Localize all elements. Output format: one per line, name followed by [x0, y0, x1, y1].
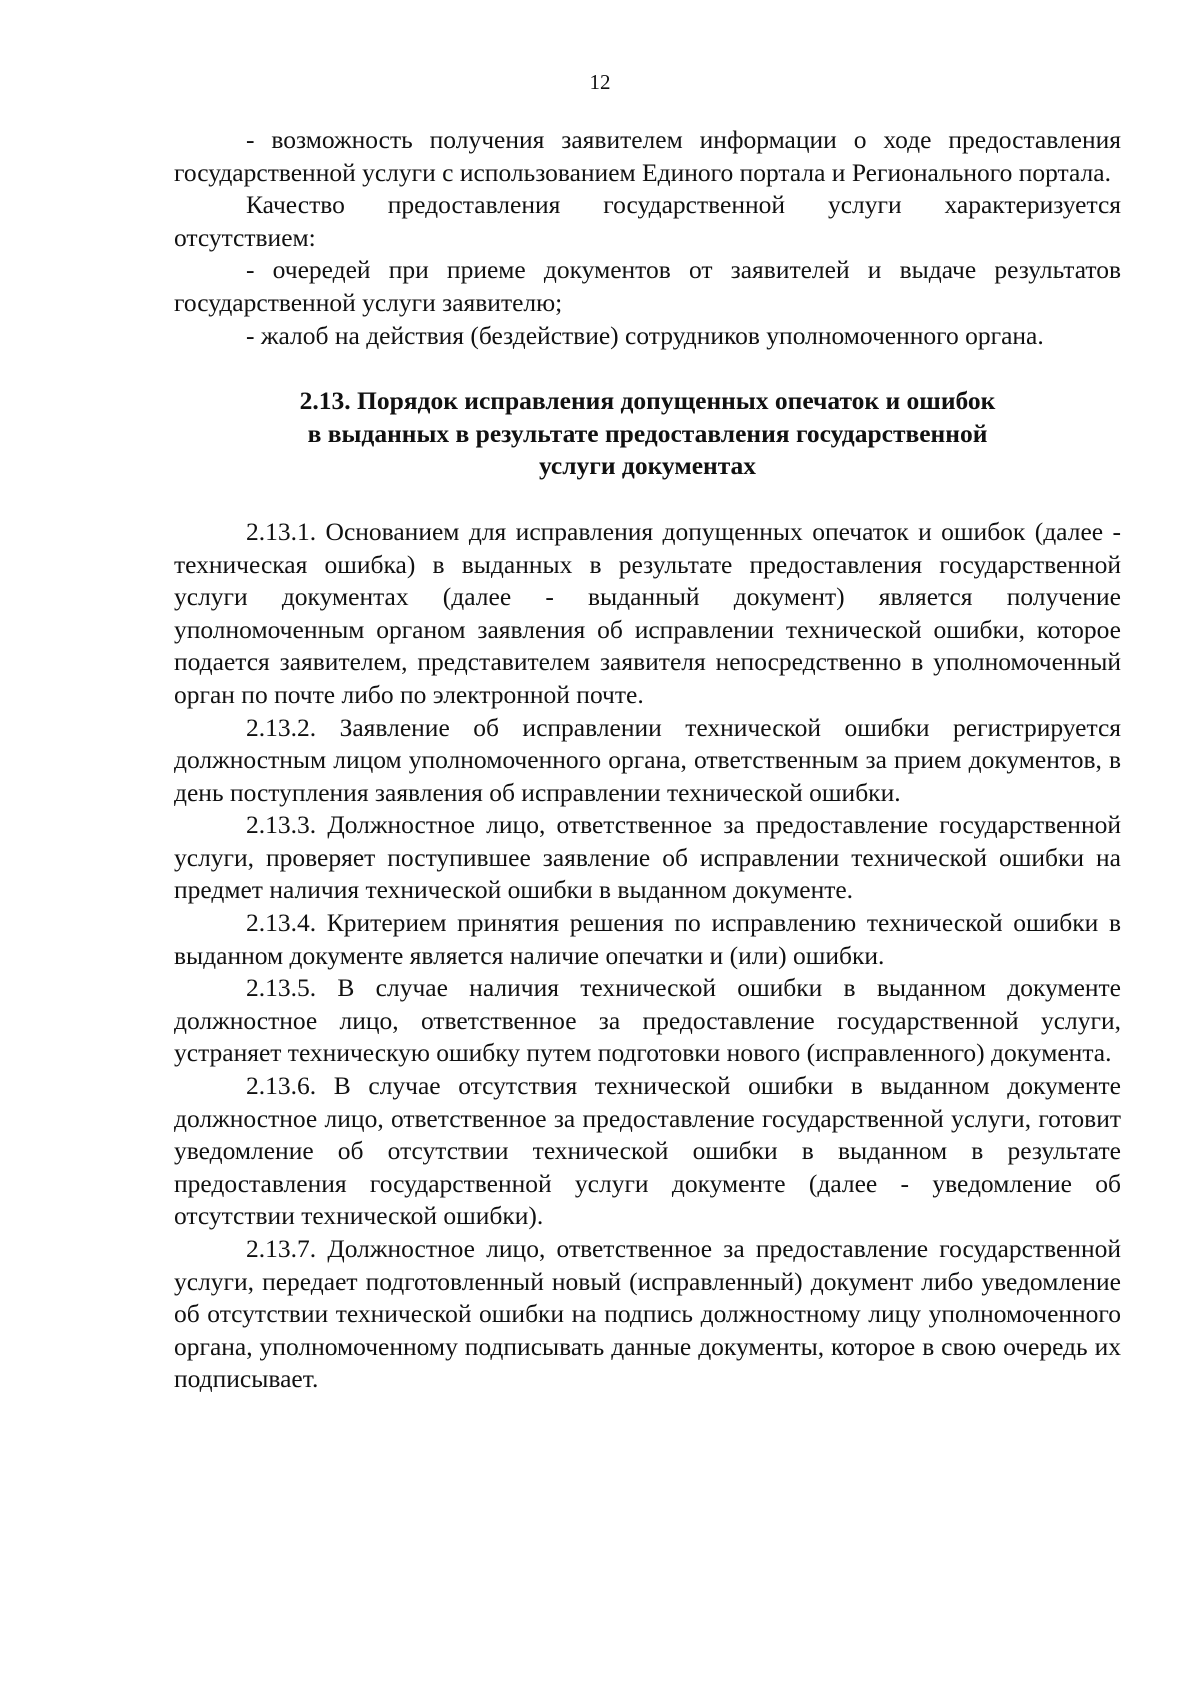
paragraph-quality: Качество предоставления государственной услуги характеризуется отсутствием: — [174, 190, 1121, 252]
heading-line-1: 2.13. Порядок исправления допущенных опечаток и ошибок — [299, 386, 996, 416]
page-number: 12 — [589, 70, 611, 94]
section-heading — [174, 385, 1121, 483]
paragraph-2-13-7: 2.13.7. Должностное лицо, ответственное за предоставление государственной услуги, передает подготовленный новый (исправленный) документ либо уведомление об отсутствии технической ошибки на подпись должностному лицу уполномоченного органа, уполномоченному подписывать данные документы, которое в свою очередь их подписывает. — [174, 1234, 1121, 1394]
paragraph-2-13-4: 2.13.4. Критерием принятия решения по исправлению технической ошибки в выданном документе является наличие опечатки и (или) ошибки. — [174, 908, 1121, 970]
paragraph-2-13-5: 2.13.5. В случае наличия технической ошибки в выданном документе должностное лицо, ответственное за предоставление государственной услуги, устраняет техническую ошибку путем подготовки нового (исправленного) документа. — [174, 973, 1121, 1068]
paragraph-2-13-2: 2.13.2. Заявление об исправлении технической ошибки регистрируется должностным лицом уполномоченного органа, ответственным за прием документов, в день поступления заявления об исправлении технической ошибки. — [174, 712, 1121, 807]
paragraph-complaints: - жалоб на действия (бездействие) сотрудников уполномоченного органа. — [246, 320, 1044, 350]
document-body — [174, 124, 1121, 1396]
paragraph-2-13-6: 2.13.6. В случае отсутствия технической ошибки в выданном документе должностное лицо, ответственное за предоставление государственной услуги, готовит уведомление об отсутствии технической ошибки в выданном в результате предоставления государственной услуги документе (далее - уведомление об отсутствии технической ошибки). — [174, 1071, 1121, 1231]
paragraph-queues: - очередей при приеме документов от заявителей и выдаче результатов государственной услуги заявителю; — [174, 255, 1121, 317]
paragraph-status-info: - возможность получения заявителем информации о ходе предоставления государственной услуги с использованием Единого портала и Регионального портала. — [174, 125, 1121, 187]
heading-line-2: в выданных в результате предоставления государственной — [307, 418, 988, 448]
paragraph-2-13-1: 2.13.1. Основанием для исправления допущенных опечаток и ошибок (далее - техническая ошибка) в выданных в результате предоставления государственной услуги документах (далее - выданный документ) является получение уполномоченным органом заявления об исправлении технической ошибки, которое подается заявителем, представителем заявителя непосредственно в уполномоченный орган по почте либо по электронной почте. — [174, 516, 1121, 709]
paragraph-2-13-3: 2.13.3. Должностное лицо, ответственное за предоставление государственной услуги, проверяет поступившее заявление об исправлении технической ошибки на предмет наличия технической ошибки в выданном документе. — [174, 810, 1121, 905]
heading-line-3: услуги документах — [538, 451, 757, 481]
